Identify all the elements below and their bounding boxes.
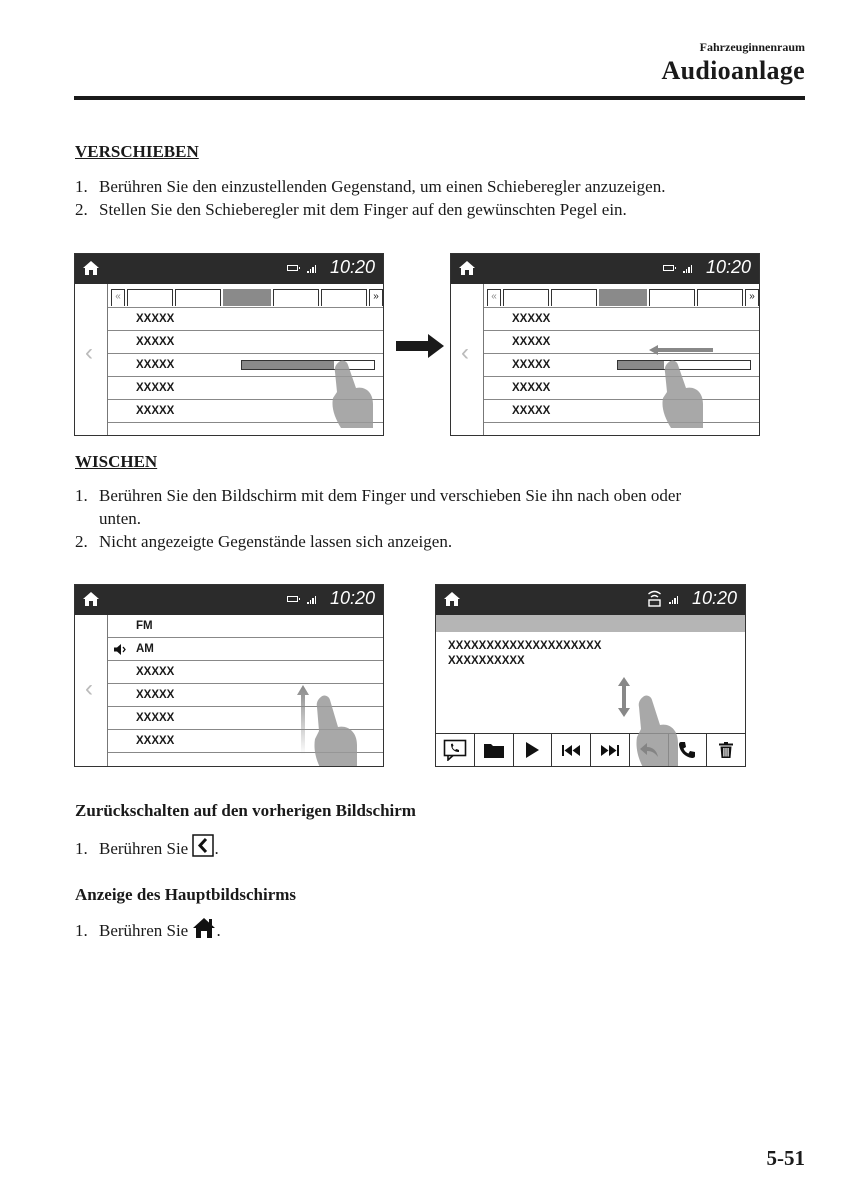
back-chevron-icon[interactable]: ‹ (461, 339, 469, 366)
home-icon[interactable] (82, 260, 100, 276)
tab-next-icon[interactable]: » (745, 289, 759, 306)
list-item-label: XXXXX (512, 359, 551, 371)
level-slider[interactable] (617, 360, 751, 370)
page-title: Audioanlage (661, 56, 805, 85)
tab[interactable] (175, 289, 221, 306)
header-rule (74, 96, 805, 100)
arrow-right-icon (396, 333, 446, 359)
list-item-fm[interactable]: FM (108, 615, 383, 638)
back-step-1 (75, 834, 219, 860)
message-toolbar (436, 733, 745, 766)
battery-icon (287, 265, 298, 271)
slider-fill (618, 361, 664, 369)
status-bar (75, 254, 383, 284)
back-icon (192, 834, 214, 857)
step-text: Nicht angezeigte Gegenstände lassen sich anzeigen. (99, 532, 453, 551)
back-chevron-icon[interactable]: ‹ (85, 339, 93, 366)
list-item[interactable]: XXXXX (108, 730, 383, 753)
tab[interactable] (321, 289, 367, 306)
folder-icon (484, 742, 504, 758)
tab[interactable] (503, 289, 549, 306)
clock: 10:20 (329, 588, 375, 608)
phone-bubble-icon (443, 739, 467, 761)
back-column (75, 615, 108, 766)
tab[interactable] (273, 289, 319, 306)
previous-track-button[interactable] (552, 734, 591, 766)
level-slider[interactable] (241, 360, 375, 370)
page-number: 5-51 (766, 1146, 805, 1170)
list-item-am[interactable] (108, 638, 383, 661)
list-item[interactable]: XXXXX (108, 400, 383, 423)
section-title-swipe: WISCHEN (75, 452, 158, 471)
battery-icon (663, 265, 674, 271)
step-text: Stellen Sie den Schieberegler mit dem Finger auf den gewünschten Pegel ein. (99, 200, 627, 219)
list-item[interactable]: XXXXX (484, 331, 759, 354)
section-title-home: Anzeige des Hauptbildschirms (75, 885, 297, 904)
swipe-step-1 (75, 484, 681, 507)
folder-button[interactable] (475, 734, 514, 766)
screen-list-swipe (74, 584, 384, 767)
list-item[interactable]: XXXXX (108, 684, 383, 707)
status-bar (75, 585, 383, 615)
list-item[interactable]: XXXXX (108, 707, 383, 730)
signal-icon (307, 265, 316, 273)
clock: 10:20 (329, 257, 375, 277)
list-item-label: XXXXX (136, 359, 175, 371)
screen-message-swipe (435, 584, 746, 767)
message-header-band (436, 615, 745, 632)
home-step-1 (75, 917, 221, 942)
list-item[interactable]: XXXXX (484, 377, 759, 400)
tab-bar (484, 284, 759, 308)
clock: 10:20 (705, 257, 751, 277)
step-number: 1. (75, 177, 88, 196)
tab-next-icon[interactable]: » (369, 289, 383, 306)
step-number: 1. (75, 921, 88, 940)
play-button[interactable] (514, 734, 553, 766)
step-end-period: . (216, 921, 221, 940)
signal-icon (669, 596, 678, 604)
message-line-1: XXXXXXXXXXXXXXXXXXXX (448, 640, 602, 652)
phone-icon (678, 741, 696, 759)
screen-slider-before (74, 253, 384, 436)
battery-icon (287, 596, 298, 602)
tab-selected[interactable] (223, 289, 271, 306)
speaker-icon (114, 644, 128, 655)
tab-bar (108, 284, 383, 308)
swipe-step-2 (75, 530, 452, 553)
tab[interactable] (127, 289, 173, 306)
arrow-updown-icon (618, 677, 630, 717)
home-icon[interactable] (82, 591, 100, 607)
step-number: 2. (75, 200, 88, 219)
delete-button[interactable] (707, 734, 745, 766)
list-item[interactable]: XXXXX (108, 661, 383, 684)
slide-step-2 (75, 198, 627, 221)
home-icon (192, 917, 216, 939)
step-text: Berühren Sie den einzustellenden Gegenstand, um einen Schieberegler anzuzeigen. (99, 177, 666, 196)
clock: 10:20 (691, 588, 737, 608)
tab[interactable] (649, 289, 695, 306)
list-item-label: AM (136, 643, 154, 655)
trash-icon (719, 742, 733, 758)
message-line-2: XXXXXXXXXX (448, 655, 525, 667)
list-item[interactable]: XXXXX (108, 308, 383, 331)
tab[interactable] (551, 289, 597, 306)
screen-slider-after (450, 253, 760, 436)
skip-back-icon (562, 745, 580, 756)
wifi-icon (647, 589, 662, 607)
step-text: Berühren Sie (99, 839, 189, 858)
skip-forward-icon (601, 745, 619, 756)
next-track-button[interactable] (591, 734, 630, 766)
tab-prev-icon[interactable]: « (111, 289, 125, 306)
tab[interactable] (697, 289, 743, 306)
status-bar (436, 585, 745, 615)
status-bar (451, 254, 759, 284)
back-column (75, 284, 108, 435)
tab-prev-icon[interactable]: « (487, 289, 501, 306)
slide-step-1 (75, 175, 665, 198)
call-button[interactable] (669, 734, 708, 766)
slider-fill (242, 361, 334, 369)
reply-icon (640, 743, 658, 757)
step-end-period: . (214, 839, 219, 858)
list-item[interactable]: XXXXX (108, 331, 383, 354)
back-column (451, 284, 484, 435)
arrow-left-icon (649, 345, 713, 355)
step-number: 1. (75, 839, 88, 858)
section-title-back: Zurückschalten auf den vorherigen Bildschirm (75, 801, 416, 820)
list-item[interactable]: XXXXX (484, 400, 759, 423)
section-title-slide: VERSCHIEBEN (75, 142, 199, 161)
signal-icon (683, 265, 692, 273)
tab-selected[interactable] (599, 289, 647, 306)
home-icon[interactable] (458, 260, 476, 276)
chapter-label: Fahrzeuginnenraum (699, 40, 805, 54)
reply-button[interactable] (630, 734, 669, 766)
home-icon[interactable] (443, 591, 461, 607)
swipe-step-1-continued: unten. (99, 509, 142, 528)
signal-icon (307, 596, 316, 604)
step-number: 1. (75, 486, 88, 505)
list-item[interactable]: XXXXX (108, 377, 383, 400)
back-chevron-icon[interactable]: ‹ (85, 675, 93, 702)
step-text: Berühren Sie den Bildschirm mit dem Finger und verschieben Sie ihn nach oben oder (99, 486, 682, 505)
arrow-up-icon (297, 685, 309, 755)
call-message-button[interactable] (436, 734, 475, 766)
step-text: Berühren Sie (99, 921, 189, 940)
list-item[interactable]: XXXXX (484, 308, 759, 331)
play-icon (525, 742, 539, 758)
step-number: 2. (75, 532, 88, 551)
